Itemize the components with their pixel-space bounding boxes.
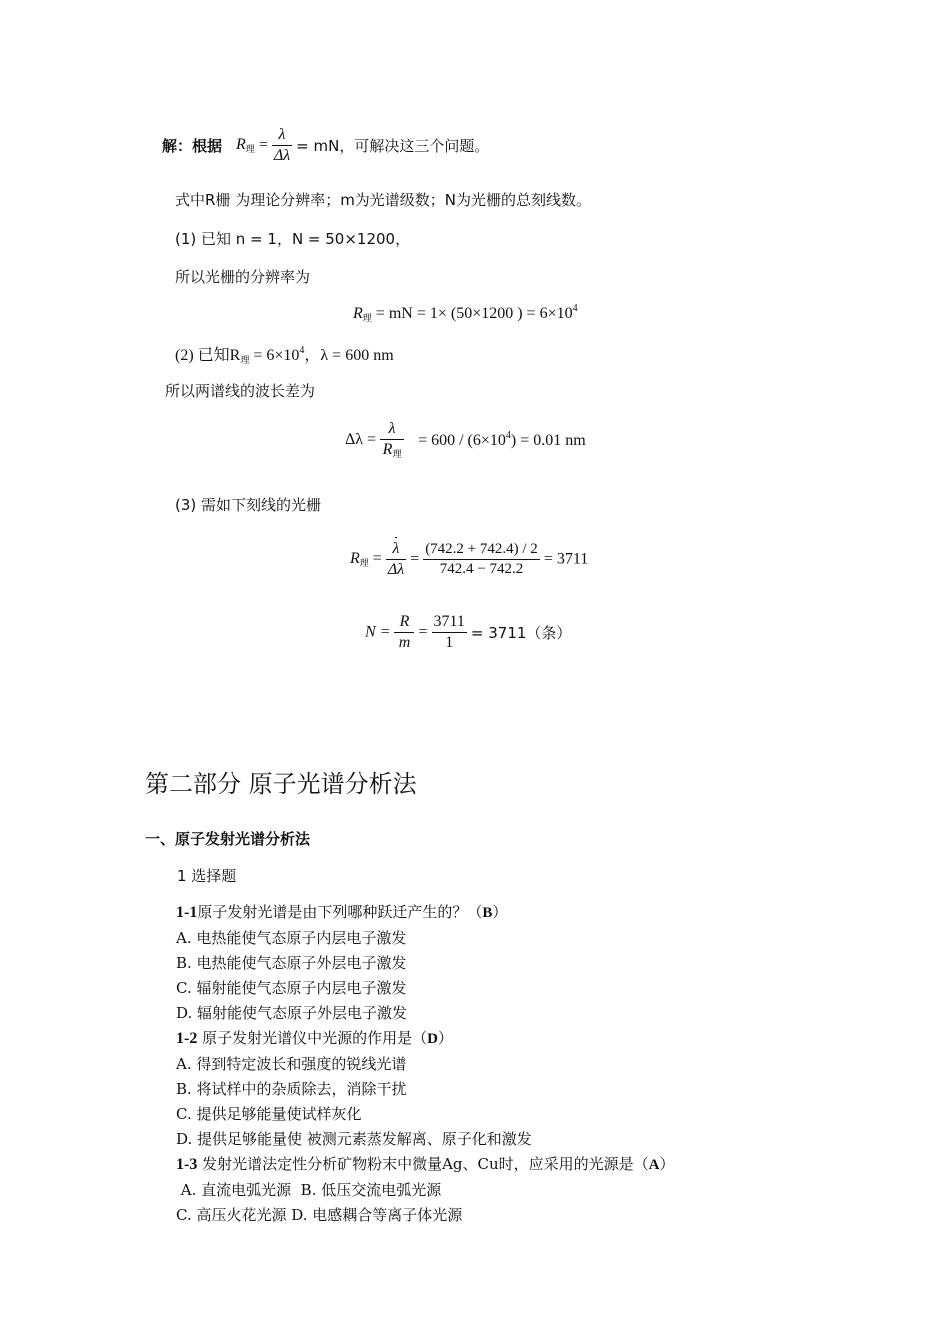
- intro-rhs: = mN，可解决这三个问题。: [296, 137, 490, 155]
- option-item: A. 直流电弧光源 B. 低压交流电弧光源: [176, 1181, 442, 1199]
- option-item: D. 提供足够能量使 被测元素蒸发解离、原子化和激发: [176, 1130, 532, 1148]
- part2-equation: Δλ = $\frac{\lambda}{R_理}$ = $600 / (6\times 10^4) = 0.01$ nm: [345, 420, 586, 460]
- definition-line: 式中R栅 为理论分辨率；m为光谱级数；N为光栅的总刻线数。: [175, 191, 592, 209]
- question-stem: 1-2 原子发射光谱仪中光源的作用是（D）: [176, 1029, 453, 1047]
- option-item: B. 电热能使气态原子外层电子激发: [176, 954, 407, 972]
- part1-text: 所以光栅的分辨率为: [175, 268, 311, 286]
- option-item: C. 提供足够能量使试样灰化: [176, 1105, 362, 1123]
- part1-equation: $R_理$ = mN = 1× (50×1200 ) = $6\times 10^4$: [353, 303, 578, 324]
- resolution-symbol: $R_理$: [236, 136, 255, 155]
- solution-label: 解：根据: [162, 137, 223, 155]
- question-stem: 1-1原子发射光谱是由下列哪种跃迁产生的？（B）: [176, 903, 508, 921]
- solution-intro: 解：根据 $R_理$ = $\frac{\lambda}{\Delta\lambda}$ = mN，可解决这三个问题。: [162, 126, 490, 164]
- question-1-2: [176, 1026, 675, 1152]
- answer-letter: A: [648, 1157, 660, 1173]
- answer-letter: D: [427, 1031, 438, 1047]
- part2-text: 所以两谱线的波长差为: [165, 382, 316, 400]
- fraction-lambda-over-dlambda: $\frac{\lambda}{\Delta\lambda}$: [273, 126, 291, 164]
- question-list: [176, 900, 675, 1228]
- subsection-title: 一、原子发射光谱分析法: [145, 830, 311, 848]
- question-1-3: [176, 1152, 675, 1228]
- fraction-lambda-over-R: $\frac{\lambda}{R_理}$: [380, 420, 404, 460]
- option-item: A. 电热能使气态原子内层电子激发: [176, 929, 407, 947]
- fraction-R-over-m: $\frac{R}{m}$: [394, 613, 414, 652]
- option-item: A. 得到特定波长和强度的锐线光谱: [176, 1055, 407, 1073]
- answer-letter: B: [482, 905, 493, 921]
- section-title: 第二部分 原子光谱分析法: [145, 770, 417, 798]
- fraction-3711-over-1: $\frac{3711}{1}$: [433, 613, 465, 651]
- part-label: 1 选择题: [177, 867, 237, 885]
- part3-text: (3) 需如下刻线的光栅: [175, 496, 322, 514]
- part3-equation-R: $R_理$ = $\frac{\lambda}{\Delta\lambda}$ = $\frac{(742.2 + 742.4) / 2}{742.4 - 742.2}$ = 3711: [350, 540, 589, 578]
- fraction-mean-lambda: $\frac{\lambda}{\Delta\lambda}$: [387, 540, 405, 578]
- question-1-1: [176, 900, 675, 1026]
- option-item: B. 将试样中的杂质除去，消除干扰: [176, 1080, 407, 1098]
- fraction-wavelength-values: $\frac{(742.2 + 742.4) / 2}{742.4 - 742.2}$: [425, 541, 538, 577]
- part2-given: (2) 已知$R_理 = 6\times 10^4$，λ = 600 nm: [175, 345, 394, 366]
- option-item: D. 辐射能使气态原子外层电子激发: [176, 1004, 408, 1022]
- part3-equation-N: N = $\frac{R}{m}$ = $\frac{3711}{1}$ = 3711（条）: [365, 613, 572, 651]
- option-item: C. 高压火花光源 D. 电感耦合等离子体光源: [176, 1206, 463, 1224]
- option-item: C. 辐射能使气态原子内层电子激发: [176, 979, 407, 997]
- question-stem: 1-3 发射光谱法定性分析矿物粉末中微量Ag、Cu时，应采用的光源是（A）: [176, 1155, 675, 1173]
- part1-given: (1) 已知 n = 1，N = 50×1200，: [175, 230, 411, 248]
